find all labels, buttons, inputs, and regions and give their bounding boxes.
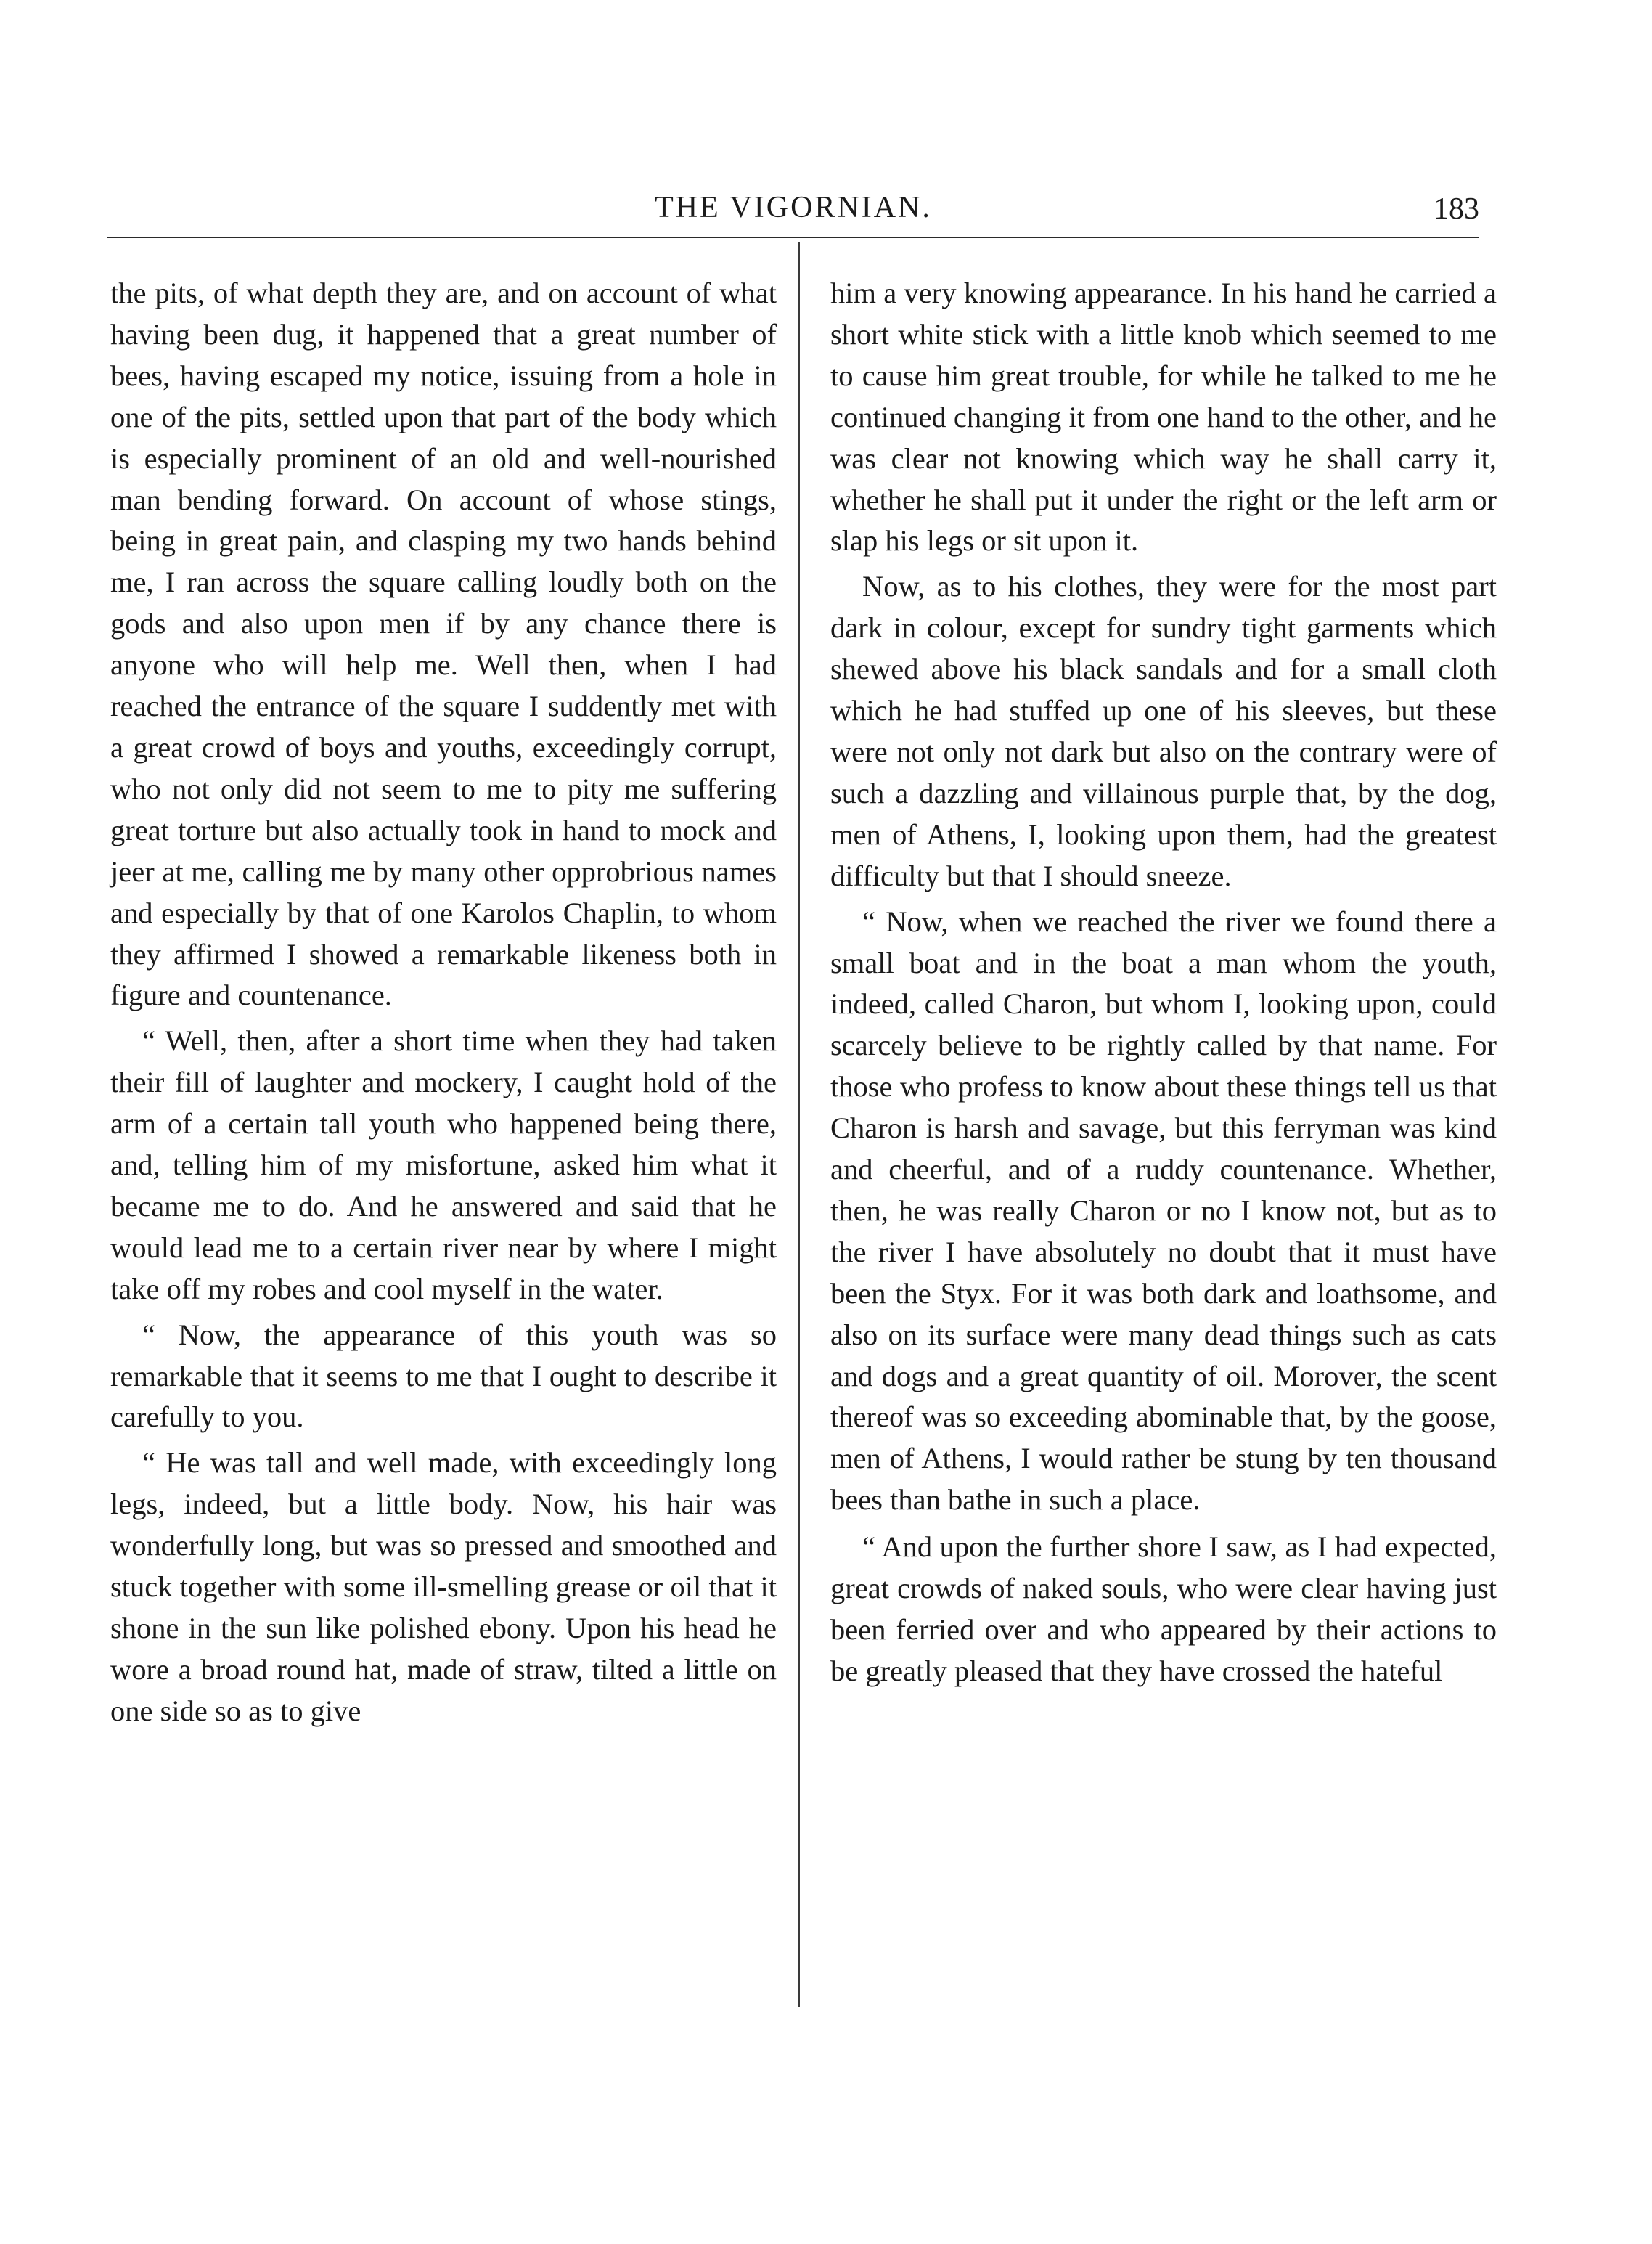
paragraph: him a very knowing appearance. In his hand he carried a short white stick with a little knob which seemed to me to cause him great trouble, for while he talked to me he continued changing it from one hand to the other, and he was clear not knowing which way he shall carry it, whether he shall put it under the right or the left arm or slap his legs or sit upon it. bbox=[830, 277, 1497, 558]
paragraph: the pits, of what depth they are, and on account of what having been dug, it happened that a great number of bees, having escaped my notice, issuing from a hole in one of the pits, settled upon that part of the body which is especially prominent of an old and well-nourished man bending forward. On account of whose stings, being in great pain, and clasping my two hands behind me, I ran across the square calling loudly both on the gods and also upon men if by any chance there is anyone who will help me. Well then, when I had reached the entrance of the square I suddently met with a great crowd of boys and youths, exceedingly corrupt, who not only did not seem to me to pity me suffering great torture but also actually took in hand to mock and jeer at me, calling me by many other opprobrious names and especially by that of one Karolos Chaplin, to whom they affirmed I showed a remarkable likeness both in figure and countenance. bbox=[110, 277, 777, 1012]
column-divider bbox=[798, 242, 800, 2007]
running-header bbox=[107, 190, 1479, 235]
page-number: 183 bbox=[1434, 192, 1479, 226]
running-title: THE VIGORNIAN. bbox=[655, 191, 932, 224]
left-column bbox=[110, 273, 777, 1737]
paragraph: “ Now, when we reached the river we found there a small boat and in the boat a man whom the youth, indeed, called Charon, but whom I, looking upon, could scarcely believe to be rightly called by that name. For those who profess to know about these things tell us that Charon is harsh and savage, but this ferryman was kind and cheerful, and of a ruddy countenance. Whether, then, he was really Charon or no I know not, but as to the river I have absolutely no doubt that it must have been the Styx. For it was both dark and loathsome, and also on its surface were many dead things such as cats and dogs and a great quantity of oil. Morover, the scent thereof was so exceeding abominable that, by the goose, men of Athens, I would rather be stung by ten thousand bees than bathe in such a place. bbox=[830, 905, 1497, 1517]
paragraph: “ And upon the further shore I saw, as I had expected, great crowds of naked souls, who were clear having just been ferried over and who appeared by their actions to be greatly pleased that they have crossed the hateful bbox=[830, 1530, 1497, 1687]
paragraph: “ Well, then, after a short time when they had taken their fill of laughter and mockery, I caught hold of the arm of a certain tall youth who happened being there, and, telling him of my misfortune, asked him what it became me to do. And he answered and said that he would lead me to a certain river near by where I might take off my robes and cool myself in the water. bbox=[110, 1024, 777, 1305]
paragraph: Now, as to his clothes, they were for the most part dark in colour, except for sundry tight garments which shewed above his black sandals and for a small cloth which he had stuffed up one of his sleeves, but these were not only not dark but also on the contrary were of such a dazzling and villainous purple that, by the dog, men of Athens, I, looking upon them, had the greatest difficulty but that I should sneeze. bbox=[830, 570, 1497, 892]
header-rule bbox=[107, 237, 1479, 238]
paragraph: “ Now, the appearance of this youth was so remarkable that it seems to me that I ought to describe it carefully to you. bbox=[110, 1318, 777, 1434]
right-column bbox=[830, 273, 1497, 1697]
paragraph: “ He was tall and well made, with exceedingly long legs, indeed, but a little body. Now, his hair was wonderfully long, but was so pressed and smoothed and stuck together with some ill-smelling grease or oil that it shone in the sun like polished ebony. Upon his head he wore a broad round hat, made of straw, tilted a little on one side so as to give bbox=[110, 1446, 777, 1727]
